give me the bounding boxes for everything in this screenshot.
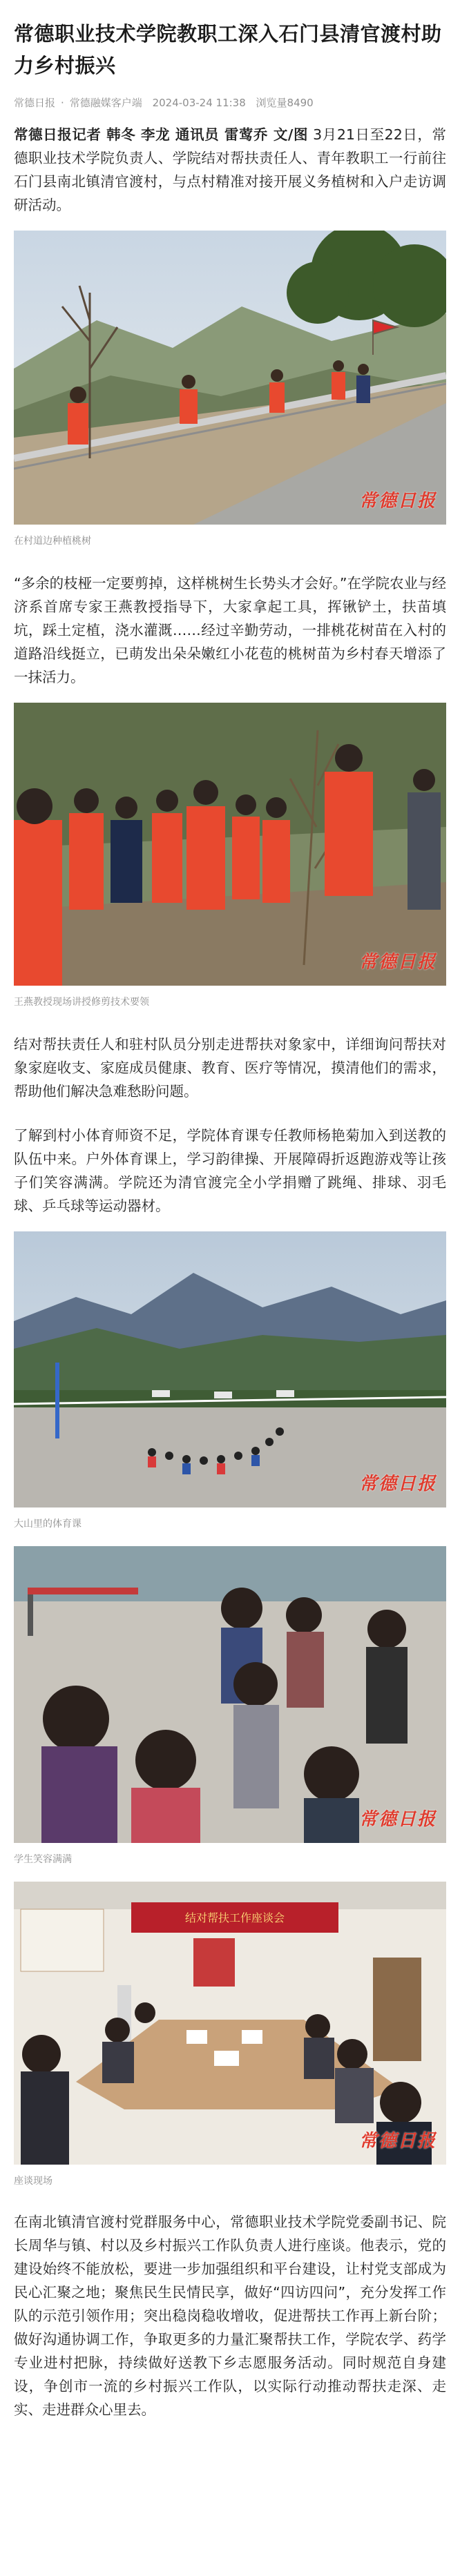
photo-mountain-pe-class[interactable] <box>14 1231 446 1507</box>
meta-source[interactable]: 常德日报 <box>14 97 56 109</box>
paragraph-planting: “多余的枝桠一定要剪掉，这样桃树生长势头才会好。”在学院农业与经济系首席专家王燕教授指导下，大家拿起工具，挥锹铲土，扶苗填坑，踩土定植，浇水灌溉……经过辛勤劳动，一排桃花树苗在入村的道路沿线挺立，已萌发出朵朵嫩红小花苞的桃树苗为乡村春天增添了一抹活力。 <box>14 575 446 685</box>
meta-datetime: 2024-03-24 11:38 <box>152 97 246 109</box>
paragraph-visits: 结对帮扶责任人和驻村队员分别走进帮扶对象家中，详细询问帮扶对象家庭收支、家庭成员健康、教育、医疗等情况，摸清他们的需求，帮助他们解决急难愁盼问题。 <box>14 1036 446 1100</box>
paragraph-intro-body: 3月21日至22日，常德职业技术学院负责人、学院结对帮扶责任人、青年教职工一行前往石门县南北镇清官渡村，与点村精准对接开展义务植树和入户走访调研活动。 <box>14 126 446 213</box>
photo-planting-trees[interactable] <box>14 231 446 525</box>
watermark-2: 常德日报 <box>358 952 437 973</box>
caption-2: 王燕教授现场讲授修剪技术要领 <box>14 997 149 1008</box>
caption-5: 座谈现场 <box>14 2176 52 2187</box>
photo-pruning-lecture[interactable] <box>14 703 446 986</box>
meta-separator: · <box>61 97 64 109</box>
watermark-5: 常德日报 <box>358 2131 437 2151</box>
caption-4: 学生笑容满满 <box>14 1854 72 1865</box>
meta-views: 浏览量8490 <box>256 97 314 109</box>
watermark-1: 常德日报 <box>358 491 437 511</box>
meta-channel[interactable]: 常德融媒客户端 <box>69 97 142 109</box>
photo-smiling-students[interactable] <box>14 1546 446 1843</box>
figure-5 <box>14 1882 446 2188</box>
figure-2 <box>14 703 446 1009</box>
paragraph-symposium: 在南北镇清官渡村党群服务中心，常德职业技术学院党委副书记、院长周华与镇、村以及乡村振兴工作队负责人进行座谈。他表示，党的建设始终不能放松，要进一步加强组织和平台建设，让村党支部成为民心汇聚之地；聚焦民生民情民享，做好“四访四问”，充分发挥工作队的示范引领作用；突出稳岗稳收增收，促进帮扶工作再上新台阶；做好沟通协调工作，争取更多的力量汇聚帮扶工作，学院农学、药学专业进村把脉，持续做好送教下乡志愿服务活动。同时规范自身建设，争创市一流的乡村振兴工作队，以实际行动推动帮扶走深、走实、走进群众心里去。 <box>14 2214 446 2418</box>
figure-1 <box>14 231 446 548</box>
caption-1: 在村道边种植桃树 <box>14 536 91 547</box>
article-meta <box>14 95 446 110</box>
banner-text: 结对帮扶工作座谈会 <box>184 1911 285 1924</box>
caption-3: 大山里的体育课 <box>14 1519 82 1530</box>
photo-symposium[interactable] <box>14 1882 446 2165</box>
figure-3 <box>14 1231 446 1531</box>
paragraph-pe-class: 了解到村小体育师资不足，学院体育课专任教师杨艳菊加入到送教的队伍中来。户外体育课上，学习韵律操、开展障碍折返跑游戏等让孩子们笑容满满。学院还为清官渡完全小学捐赠了跳绳、排球、羽毛球、乒乓球等运动器材。 <box>14 1127 446 1214</box>
watermark-4: 常德日报 <box>358 1809 437 1830</box>
article-container <box>14 0 446 2421</box>
paragraph-intro <box>14 123 446 217</box>
article-title: 常德职业技术学院教职工深入石门县清官渡村助力乡村振兴 <box>14 22 442 77</box>
byline: 常德日报记者 韩冬 李龙 通讯员 雷莺乔 文/图 <box>14 126 309 143</box>
watermark-3: 常德日报 <box>358 1474 437 1494</box>
figure-4 <box>14 1546 446 1866</box>
